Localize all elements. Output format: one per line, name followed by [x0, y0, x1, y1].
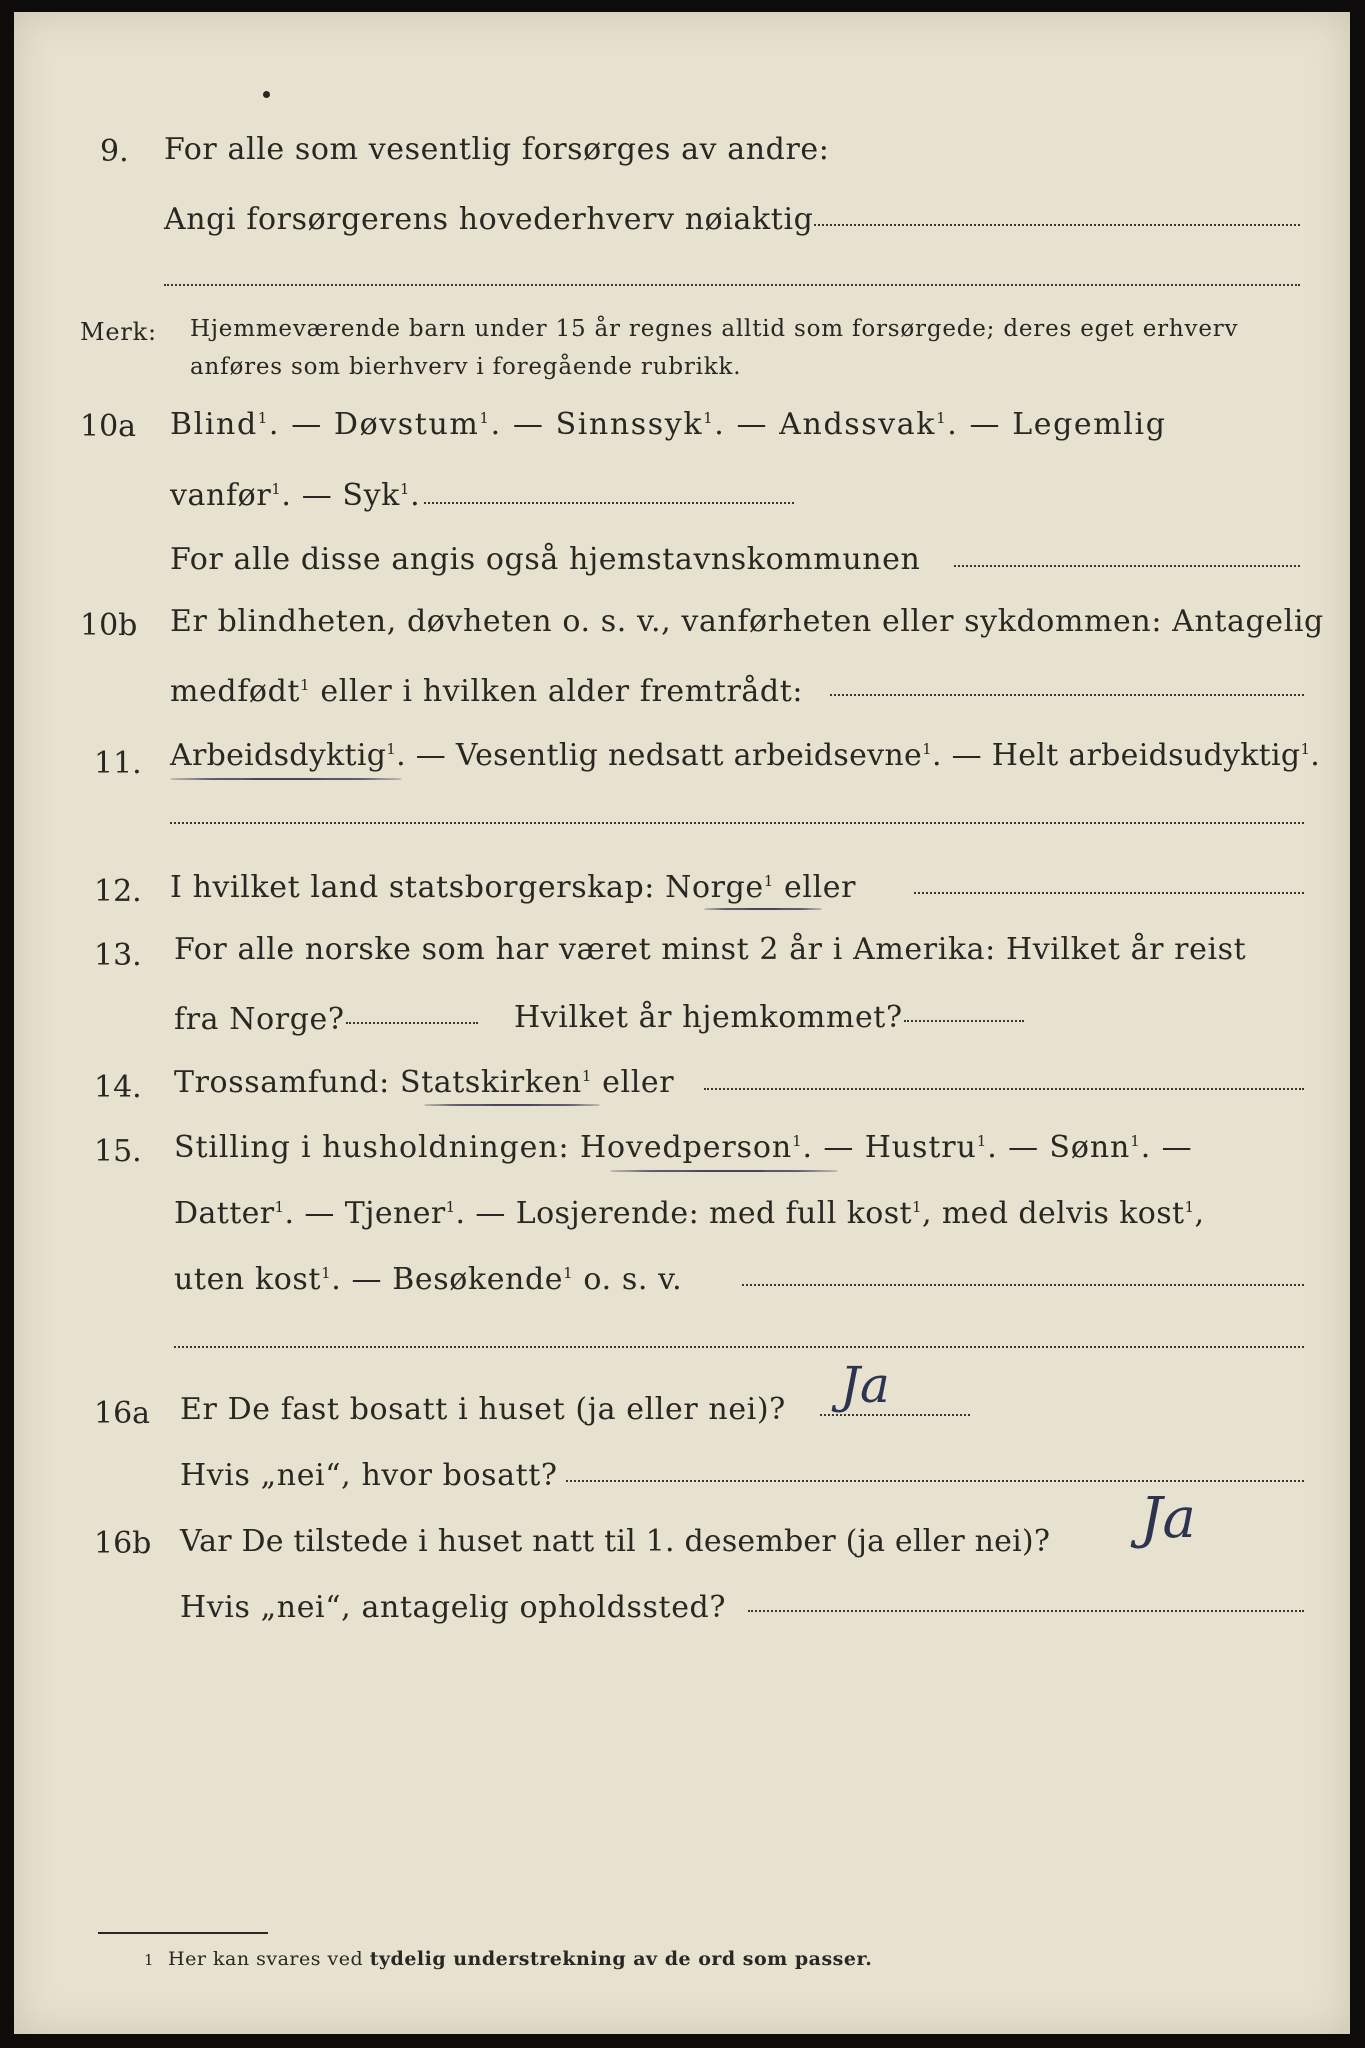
item-15-line3: uten kost$^1$. — Besøkende$^1$ o. s. v.: [174, 1262, 683, 1297]
item-10b-line1: Er blindheten, døvheten o. s. v., vanførheten eller sykdommen: Antagelig: [170, 604, 1324, 639]
item-16a-number: 16a: [94, 1396, 151, 1431]
item-10a-syk-line[interactable]: [424, 502, 794, 504]
item-13-line1: For alle norske som har været minst 2 år i Amerika: Hvilket år reist: [174, 932, 1247, 967]
item-9-line1: For alle som vesentlig forsørges av andre:: [164, 132, 830, 167]
item-16b-opholdssted-line[interactable]: [748, 1610, 1304, 1612]
item-15-answer-line[interactable]: [742, 1284, 1304, 1286]
item-10a-hjemstavn-line[interactable]: [954, 565, 1300, 567]
item-10b-answer-line[interactable]: [830, 694, 1304, 696]
item-13-hjemkommet-line[interactable]: [904, 1020, 1024, 1022]
item-16a-line2: Hvis „nei“, hvor bosatt?: [180, 1458, 558, 1493]
item-12-number: 12.: [94, 874, 142, 909]
item-13-number: 13.: [94, 938, 142, 973]
item-16a-line1: Er De fast bosatt i huset (ja eller nei)?: [180, 1392, 786, 1427]
item-11-number: 11.: [94, 746, 142, 781]
footnote: 1 Her kan svares ved tydelig understrekning av de ord som passer.: [144, 1948, 873, 1970]
item-15-number: 15.: [94, 1134, 142, 1169]
item-10b-line2: medfødt$^1$ eller i hvilken alder fremtrådt:: [170, 674, 804, 709]
item-11-line: Arbeidsdyktig$^1$. — Vesentlig nedsatt arbeidsevne$^1$. — Helt arbeidsudyktig$^1$.: [170, 738, 1321, 773]
item-16a-bosatt-line[interactable]: [566, 1480, 1304, 1482]
item-16a-answer-line[interactable]: [820, 1414, 970, 1416]
item-11-answer-line[interactable]: [170, 822, 1304, 824]
item-9-answer-line[interactable]: [814, 224, 1300, 226]
item-16b-number: 16b: [94, 1526, 152, 1561]
item-15-line2: Datter$^1$. — Tjener$^1$. — Losjerende: med full kost$^1$, med delvis kost$^1$,: [174, 1196, 1205, 1231]
census-form-page: [14, 12, 1350, 2034]
item-9-answer-line-2[interactable]: [164, 284, 1300, 286]
item-12-answer-line[interactable]: [914, 892, 1304, 894]
footnote-rule: [98, 1932, 268, 1934]
item-13-line2a: fra Norge?: [174, 1002, 345, 1037]
item-16b-handwritten-answer[interactable]: Ja: [1140, 1486, 1196, 1551]
item-10a-number: 10a: [80, 409, 137, 444]
item-12-line: I hvilket land statsborgerskap: Norge$^1$ eller: [170, 870, 857, 905]
item-10a-line3: For alle disse angis også hjemstavnskommunen: [170, 542, 921, 577]
item-16b-line2: Hvis „nei“, antagelig opholdssted?: [180, 1590, 727, 1625]
paper-speck: [263, 91, 270, 98]
item-14-answer-line[interactable]: [704, 1088, 1304, 1090]
item-16a-handwritten-answer[interactable]: Ja: [840, 1356, 890, 1414]
merk-line2: anføres som bierhverv i foregående rubrikk.: [190, 354, 742, 380]
underline-hovedperson: [610, 1170, 838, 1172]
item-10b-number: 10b: [80, 608, 138, 643]
item-13-line2b: Hvilket år hjemkommet?: [514, 1000, 903, 1035]
item-9-line2: Angi forsørgerens hovederhverv nøiaktig: [164, 202, 814, 237]
merk-line1: Hjemmeværende barn under 15 år regnes alltid som forsørgede; deres eget erhverv: [190, 316, 1239, 342]
item-15-line1: Stilling i husholdningen: Hovedperson$^1$. — Hustru$^1$. — Sønn$^1$. —: [174, 1130, 1193, 1165]
item-9-number: 9.: [100, 134, 129, 169]
item-14-line: Trossamfund: Statskirken$^1$ eller: [174, 1065, 675, 1100]
item-10a-line1: Blind$^1$. — Døvstum$^1$. — Sinnssyk$^1$. — Andssvak$^1$. — Legemlig: [170, 407, 1167, 442]
merk-label: Merk:: [80, 318, 157, 346]
item-14-number: 14.: [94, 1070, 142, 1105]
item-15-answer-line-2[interactable]: [174, 1346, 1304, 1348]
underline-statskirken: [424, 1104, 600, 1106]
item-16b-line1: Var De tilstede i huset natt til 1. desember (ja eller nei)?: [180, 1524, 1051, 1559]
item-13-reist-line[interactable]: [346, 1022, 478, 1024]
underline-arbeidsdyktig: [170, 778, 402, 780]
item-10a-line2: vanfør$^1$. — Syk$^1$.: [170, 478, 421, 513]
underline-norge: [704, 908, 822, 910]
